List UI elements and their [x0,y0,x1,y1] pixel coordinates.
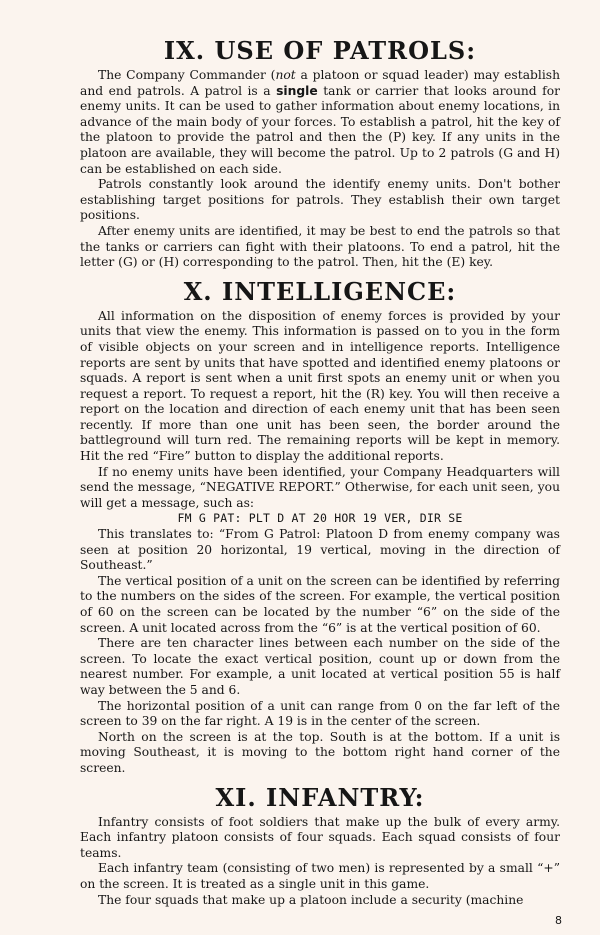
bold-word: single [276,83,318,98]
paragraph: North on the screen is at the top. South is at the bottom. If a unit is moving Southeast, it is moving to the bottom right hand corner of the screen. [80,729,560,775]
section-heading: X. INTELLIGENCE: [183,276,457,306]
paragraph: This translates to: “From G Patrol: Platoon D from enemy company was seen at position 20 horizontal, 19 vertical, moving in the direction of Southeast.” [80,527,560,573]
paragraph: The vertical position of a unit on the screen can be identified by referring to the numbers on the sides of the screen. For example, the vertical position of 60 on the screen can be located by the number “6” on the side of the screen. A unit located across from the “6” is at the vertical position of 60. [80,573,560,635]
section-infantry [80,781,560,909]
paragraph: The four squads that make up a platoon include a security (machine [98,892,524,907]
section-intelligence [80,275,560,777]
section-patrols [80,34,560,271]
emphasis: not [275,68,296,82]
section-heading: XI. INFANTRY: [215,782,425,812]
paragraph: The Company Commander (not a platoon or squad leader) may establish and end patrols. A patrol is a single tank or carrier that looks around for enemy units. It can be used to gather information about enemy locations, in advance of the main body of your forces. To establish a patrol, hit the key of the platoon to provide the patrol and then the (P) key. If any units in the platoon are available, they will become the patrol. Up to 2 patrols (G and H) can be established on each side. [80,68,560,176]
paragraph: All information on the disposition of enemy forces is provided by your units that view the enemy. This information is passed on to you in the form of visible objects on your screen and in intelligence reports. Intelligence reports are sent by units that have spotted and identified enemy platoons or squads. A report is sent when a unit first spots an enemy unit or when you request a report. To request a report, hit the (R) key. You will then receive a report on the location and direction of each enemy unit that has been seen recently. If more than one unit has been seen, the border around the battleground will turn red. The remaining reports will be kept in memory. Hit the red “Fire” button to display the additional reports. [80,308,560,464]
paragraph: Infantry consists of foot soldiers that make up the bulk of every army. Each infantry platoon consists of four squads. Each squad consists of four teams. [80,814,560,860]
paragraph: There are ten character lines between each number on the side of the screen. To locate the exact vertical position, count up or down from the nearest number. For example, a unit located at vertical position 55 is half way between the 5 and 6. [80,636,560,697]
paragraph: If no enemy units have been identified, your Company Headquarters will send the message, “NEGATIVE REPORT.” Otherwise, for each unit seen, you will get a message, such as: [80,464,560,510]
paragraph: Patrols constantly look around the identify enemy units. Don't bother establishing target positions for patrols. They establish their own target positions. [80,177,560,223]
paragraph: The horizontal position of a unit can range from 0 on the far left of the screen to 39 on the far right. A 19 is in the center of the screen. [80,698,560,729]
page-number: 8 [555,914,562,927]
paragraph: Each infantry team (consisting of two men) is represented by a small “+” on the screen. It is treated as a single unit in this game. [80,861,560,891]
paragraph: After enemy units are identified, it may be best to end the patrols so that the tanks or carriers can fight with their platoons. To end a patrol, hit the letter (G) or (H) corresponding to the patrol. Then, hit the (E) key. [80,223,560,270]
report-example: FM G PAT: PLT D AT 20 HOR 19 VER, DIR SE [177,511,463,526]
page-content [80,34,560,912]
section-heading: IX. USE OF PATROLS: [163,36,477,65]
